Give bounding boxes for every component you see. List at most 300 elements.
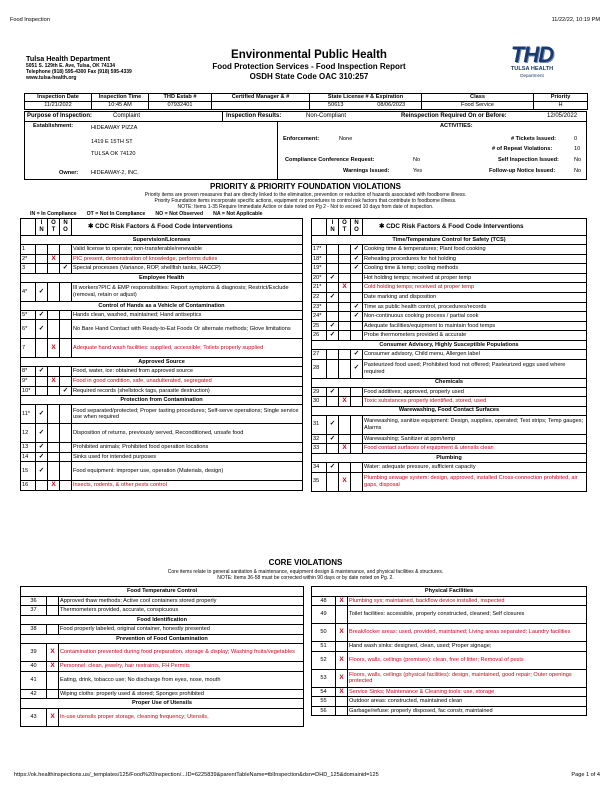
status-cell [47,662,59,672]
repeat-violations-label: # of Repeat Violations: [492,146,553,152]
item-number: 55 [312,697,336,707]
core-table-left [20,586,304,727]
col-status-header: N O [60,219,72,236]
column-title: ✱ CDC Risk Factors & Food Code Interventions [363,219,587,236]
item-number: 38 [21,625,47,635]
report-title-block [200,48,418,82]
tickets-label: # Tickets Issued: [511,136,556,142]
status-cell [336,651,348,669]
estab-number: 07932401 [149,102,212,110]
star-icon: * [319,303,322,310]
section-header-row [21,236,303,245]
status-cell [36,254,48,264]
section-header-row [21,587,304,597]
item-number: 33 [312,444,327,454]
item-description: Required records (shellstock tags, parasite destruction) [72,386,303,396]
section-header: Food Identification [21,615,304,625]
item-description: Non-continuous cooking process / partial cook [363,312,587,322]
section-header-row [312,406,587,415]
section-header: Physical Facilities [312,587,587,597]
item-number: 26 [312,331,327,341]
violation-row [21,386,303,396]
status-cell [60,245,72,255]
violation-row [312,624,587,642]
status-cell [327,397,339,407]
status-cell [327,254,339,264]
violation-row [21,282,303,301]
license-expiration: 08/06/2023 [362,102,422,110]
violation-row [21,481,303,491]
violation-row [312,302,587,312]
checkmark-icon: ✓ [38,287,45,295]
item-description: Thermometers provided, accurate, conspicuous [59,606,304,616]
violation-row [312,254,587,264]
violation-row [312,264,587,274]
status-cell [36,424,48,443]
violation-row [312,651,587,669]
item-description: Adequate facilities/equipment to maintain food temps [363,321,587,331]
item-number: 49 [312,606,336,624]
status-cell [327,264,339,274]
item-number: 22 [312,292,327,302]
item-number: 1 [21,245,36,255]
item-description: Adequate hand wash facilities: supplied, accessible; Toilets properly supplied [72,339,303,358]
section-header: Control of Hands as a Vehicle of Contamination [21,301,303,310]
violation-row [312,462,587,472]
status-cell [336,697,348,707]
status-cell [339,387,351,397]
page-url: https://ok.healthinspections.us/_templates/125/Food%20Inspection/...ID=6225839&parentTableName=tblInspection&dsn=DHD_125&domainid=125 [14,772,379,778]
violation-row [21,264,303,274]
checkmark-icon: ✓ [38,367,45,375]
item-description: Food equipment: improper use, operation (Materials, design) [72,462,303,481]
status-cell [327,302,339,312]
item-description: Outdoor areas: constructed, maintained clean [348,697,587,707]
item-number: 9* [21,376,36,386]
status-cell [60,386,72,396]
violation-row [21,708,304,726]
checkmark-icon: ✓ [329,293,336,301]
owner-label: Owner: [59,170,79,176]
star-icon: * [319,265,322,272]
item-number: 25 [312,321,327,331]
violation-row [312,273,587,283]
status-cell [60,376,72,386]
status-cell [351,331,363,341]
violation-x-mark: X [342,444,347,452]
violation-row [312,387,587,397]
status-cell [351,472,363,491]
item-description: Time as public health control, procedures/records [363,302,587,312]
checkmark-icon: ✓ [329,434,336,442]
violation-x-mark: X [339,596,344,604]
item-number: 52 [312,651,336,669]
item-description: Approved thaw methods; Active cool containers stored properly [59,596,304,606]
violation-row [312,349,587,359]
checkmark-icon: ✓ [38,428,45,436]
status-cell [336,706,348,716]
star-icon: * [319,284,322,291]
item-number: 30 [312,397,327,407]
status-cell [339,321,351,331]
item-number: 12 [21,424,36,443]
status-cell [48,339,60,358]
department-name: Tulsa Health Department [26,54,111,63]
item-description: Disposition of returns, previously served, Reconditioned, unsafe food [72,424,303,443]
status-cell [60,282,72,301]
status-cell [48,452,60,462]
status-cell [351,462,363,472]
star-icon: * [25,326,28,333]
status-cell [339,472,351,491]
section-header-row [21,358,303,367]
report-title: Environmental Public Health [231,49,387,61]
item-description: Valid license to operate; non-transferable/renewable [72,245,303,255]
core-section-title: CORE VIOLATIONS [268,558,343,567]
department-website: www.tulsa-health.org [26,75,77,81]
star-icon: * [319,274,322,281]
star-icon: * [25,255,28,262]
status-cell [351,245,363,255]
status-cell [327,321,339,331]
status-cell [36,339,48,358]
status-cell [339,397,351,407]
status-cell [60,424,72,443]
asterisk-icon: ✱ [88,222,96,230]
status-cell [351,321,363,331]
browser-tab-title: Food Inspection [10,17,50,23]
item-description: Pasteurized food used; Prohibited food not offered; Pasteurized eggs used where required [363,359,587,378]
violation-row [312,415,587,434]
status-cell [36,245,48,255]
item-description: Reheating procedures for hot holding [363,254,587,264]
item-number: 17* [312,245,327,255]
status-cell [60,339,72,358]
establishment-address: 1419 E 15TH ST [91,139,133,145]
status-cell [351,254,363,264]
item-description: Toilet facilities: accessible, properly constructed, cleaned; Self closures [348,606,587,624]
item-description: Garbage/refuse: properly disposed, fac constr, maintained [348,706,587,716]
inspection-time: 10:45 AM [92,102,149,110]
state-code: OSDH State Code OAC 310:257 [249,72,369,81]
asterisk-icon: ✱ [379,222,387,230]
violation-row [312,434,587,444]
section-header-row [21,634,304,644]
status-cell [48,481,60,491]
status-cell [60,254,72,264]
section-header: Supervision/Licenses [21,236,303,245]
status-cell [48,254,60,264]
violation-x-mark: X [339,655,344,663]
status-cell [339,302,351,312]
status-cell [327,331,339,341]
item-description: Plumbing sewage system: design, approved, installed Cross-connection prohibited, air gaps, disposal [363,472,587,491]
violation-row [312,331,587,341]
meta-header: Inspection Time [92,94,149,102]
item-number: 43 [21,708,47,726]
item-number: 14 [21,452,36,462]
status-cell [60,452,72,462]
self-inspection-label: Self Inspection Issued: [498,157,559,163]
item-number: 2* [21,254,36,264]
section-header-row [312,378,587,387]
column-header-row [312,219,587,236]
violation-x-mark: X [51,254,56,262]
item-description: Consumer advisory, Child menu, Allergen label [363,349,587,359]
compliance-conference-label: Compliance Conference Request: [285,157,375,163]
item-number: 31 [312,415,327,434]
status-cell [339,415,351,434]
status-cell [48,386,60,396]
item-number: 39 [21,644,47,662]
violation-row [312,706,587,716]
item-description: Date marking and disposition [363,292,587,302]
status-cell [36,443,48,453]
meta-header: Certified Manager & # [212,94,310,102]
status-cell [351,444,363,454]
status-cell [327,292,339,302]
enforcement-label: Enforcement: [283,136,320,142]
section-header: Prevention of Food Contamination [21,634,304,644]
section-header: Consumer Advisory, Highly Susceptible Populations [312,340,587,349]
checkmark-icon: ✓ [353,349,360,357]
status-cell [327,312,339,322]
section-header-row [21,273,303,282]
class-value: Food Service [422,102,534,110]
column-header-row [21,219,303,236]
section-header: Proper Use of Utensils [21,699,304,709]
checkmark-icon: ✓ [38,452,45,460]
item-description: Hot holding temps; received at proper temp [363,273,587,283]
checkmark-icon: ✓ [38,443,45,451]
item-number: 35 [312,472,327,491]
department-phone: Telephone (918) 595-4300 Fax (918) 595-4339 [26,69,132,75]
item-number: 29 [312,387,327,397]
status-cell [336,687,348,697]
status-cell [327,472,339,491]
item-number: 5* [21,310,36,320]
activities-header: ACTIVITIES: [440,123,473,129]
checkmark-icon: ✓ [353,245,360,253]
item-number: 42 [21,689,47,699]
item-description: Food, water, ice: obtained from approved source [72,367,303,377]
violation-row [312,292,587,302]
violation-x-mark: X [51,377,56,385]
status-cell [47,689,59,699]
star-icon: * [319,313,322,320]
col-status-header: I N [327,219,339,236]
violation-x-mark: X [339,687,344,695]
checkmark-icon: ✓ [353,264,360,272]
status-cell [336,669,348,687]
item-description: Plumbing sys; maintained, backflow device installed, inspected [348,596,587,606]
establishment-label: Establishment: [33,123,74,129]
core-notes: Core items relate to general sanitation & maintenance, equipment design & maintenance, and physical facilities & structures. NOTE: Items 36-58 must be corrected within 90 days or by date noted on Pg. 2. [167,569,444,581]
status-cell [47,625,59,635]
status-cell [339,312,351,322]
checkmark-icon: ✓ [353,364,360,372]
section-header: Time/Temperature Control for Safety (TCS) [312,236,587,245]
status-cell [336,624,348,642]
violation-row [21,606,304,616]
checkmark-icon: ✓ [62,386,69,394]
item-number: 53 [312,669,336,687]
status-cell [351,292,363,302]
item-description: Floors, walls, ceilings (physical facilities): design, maintained, good repair; Outer openings protected [348,669,587,687]
status-cell [48,462,60,481]
section-header: Employee Health [21,273,303,282]
item-description: Floors, walls, ceilings (premises): clean, free of litter; Removal of pests [348,651,587,669]
status-cell [36,310,48,320]
violation-row [21,644,304,662]
item-number: 54 [312,687,336,697]
checkmark-icon: ✓ [353,254,360,262]
violation-row [312,697,587,707]
report-subtitle: Food Protection Services - Food Inspection Report [212,62,406,71]
violation-x-mark: X [50,648,55,656]
item-description: Food properly labeled, original container, honestly presented [59,625,304,635]
star-icon: * [25,288,28,295]
warnings-label: Warnings Issued: [343,168,390,174]
status-cell [36,367,48,377]
status-cell [47,708,59,726]
enforcement-value: None [339,136,353,142]
item-description: Special processes (Variance, ROP, shellfish tanks, HACCP) [72,264,303,274]
status-legend: IN = In Compliance OT = Not In Compliance NO = Not Observed NA = Not Applicable [30,211,263,217]
purpose-label: Purpose of Inspection: [27,113,93,119]
status-cell [36,481,48,491]
item-number: 23* [312,302,327,312]
violation-row [21,443,303,453]
status-cell [48,405,60,424]
item-number: 20* [312,273,327,283]
violation-row [21,245,303,255]
item-description: Toxic substances properly identified, stored, used [363,397,587,407]
violation-row [312,687,587,697]
section-header-row [21,301,303,310]
status-cell [327,387,339,397]
status-cell [339,283,351,293]
state-license: 50613 [310,102,362,110]
col-number [312,219,327,236]
violation-row [312,359,587,378]
status-cell [48,264,60,274]
status-cell [47,671,59,689]
status-cell [36,386,48,396]
star-icon: * [25,311,28,318]
item-description: Wiping cloths: properly used & stored; Sponges prohibited [59,689,304,699]
section-header: Food Temperature Control [21,587,304,597]
violation-x-mark: X [342,477,347,485]
status-cell [339,331,351,341]
inspection-date: 11/21/2022 [25,102,92,110]
status-cell [47,644,59,662]
checkmark-icon: ✓ [38,409,45,417]
violation-x-mark: X [339,673,344,681]
self-inspection-value: No [574,157,582,163]
section-header-row [21,396,303,405]
status-cell [327,462,339,472]
violation-row [21,662,304,672]
status-cell [48,282,60,301]
item-description: Insects, rodents, & other pests control [72,481,303,491]
item-number: 32 [312,434,327,444]
status-cell [60,405,72,424]
status-cell [60,462,72,481]
status-cell [336,642,348,652]
item-number: 28 [312,359,327,378]
violation-row [21,320,303,339]
item-description: Break/locker areas: used, provided, maintained; Living areas separated; Laundry facilities [348,624,587,642]
item-number: 24* [312,312,327,322]
item-description: Contamination prevented during food preparation, storage & display; Washing fruits/vegetables [59,644,304,662]
checkmark-icon: ✓ [329,387,336,395]
violation-x-mark: X [342,397,347,405]
status-cell [36,376,48,386]
violation-row [21,376,303,386]
status-cell [327,273,339,283]
violation-row [312,606,587,624]
item-number: 8* [21,367,36,377]
item-description: Food contact surfaces of equipment & utensils clean [363,444,587,454]
status-cell [327,245,339,255]
item-number: 27 [312,349,327,359]
tickets-value: 0 [574,136,578,142]
section-header: Protection from Contamination [21,396,303,405]
status-cell [327,359,339,378]
checkmark-icon: ✓ [38,467,45,475]
checkmark-icon: ✓ [353,312,360,320]
item-number: 36 [21,596,47,606]
item-description: Warewashing; Sanitizer at ppm/temp [363,434,587,444]
star-icon: * [27,410,30,417]
priority-section-title: PRIORITY & PRIORITY FOUNDATION VIOLATIONS [210,182,401,191]
violation-row [312,397,587,407]
status-cell [48,245,60,255]
core-table-right [311,586,587,716]
thd-logo: THD TULSA HEALTH Department [510,42,554,78]
status-cell [339,359,351,378]
status-cell [36,405,48,424]
item-number: 19* [312,264,327,274]
status-cell [327,349,339,359]
violation-row [312,321,587,331]
checkmark-icon: ✓ [62,264,69,272]
violation-row [21,339,303,358]
status-cell [339,462,351,472]
status-cell [60,320,72,339]
item-number: 37 [21,606,47,616]
status-cell [339,273,351,283]
status-cell [327,444,339,454]
status-cell [36,264,48,274]
status-cell [47,606,59,616]
column-title: ✱ CDC Risk Factors & Food Code Interventions [72,219,303,236]
status-cell [351,349,363,359]
section-header: Warewashing, Food Contact Surfaces [312,406,587,415]
item-number: 15 [21,462,36,481]
violation-row [21,596,304,606]
status-cell [351,434,363,444]
item-number: 40 [21,662,47,672]
status-cell [351,359,363,378]
violation-row [21,405,303,424]
violation-row [21,310,303,320]
status-cell [48,367,60,377]
status-cell [60,310,72,320]
item-description: Water: adequate pressure, sufficient capacity [363,462,587,472]
inspection-meta-table [24,93,588,110]
